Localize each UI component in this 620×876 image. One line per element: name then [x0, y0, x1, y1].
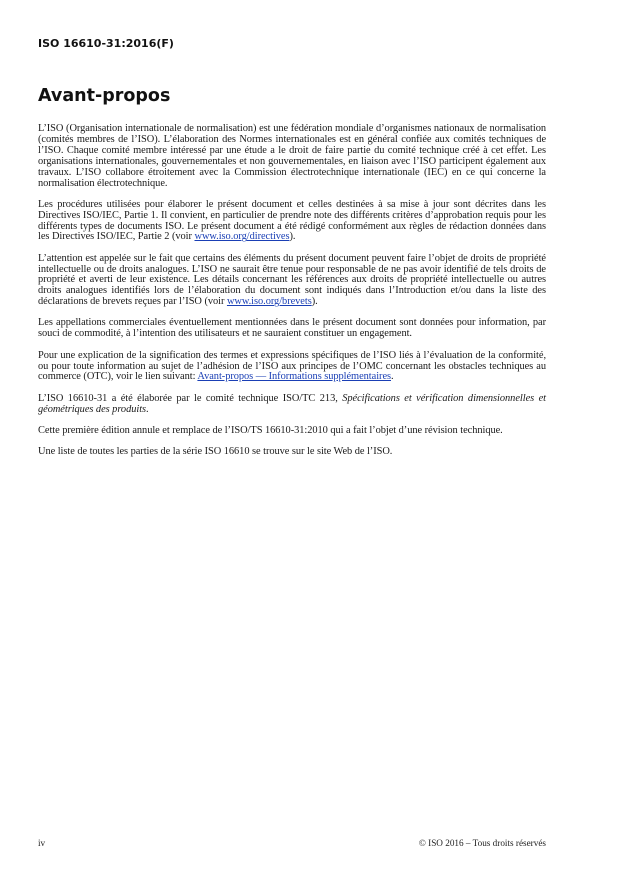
paragraph-committee [38, 394, 546, 416]
paragraph-patents-text: L’attention est appelée sur le fait que certains des éléments du présent document peuvent faire l’objet de droits de propriété intellectuelle ou de droits analogues. L’ISO ne saurait être tenue pour responsable de ne pas avoir identifié de tels droits de propriété et averti de leur existence. Les détails concernant les références aux droits de propriété intellectuelle ou autres droits analogues identifiés lors de l’élaboration du document sont indiqués dans l’Introduction et/ou dans la liste des déclarations de brevets reçues par l’ISO (voir [38, 252, 546, 308]
paragraph-conformity-end: . [391, 371, 394, 383]
paragraph-conformity [38, 351, 546, 384]
paragraph-trade-names: Les appellations commerciales éventuellement mentionnées dans le présent document sont données pour information, par souci de commodité, à l’intention des utilisateurs et ne sauraient constituer un engagement. [38, 317, 546, 340]
page-number: iv [38, 838, 46, 848]
copyright-notice: © ISO 2016 – Tous droits réservés [418, 838, 546, 848]
page-title: Avant-propos [38, 86, 171, 106]
paragraph-procedures-text: Les procédures utilisées pour élaborer le présent document et celles destinées à sa mise à jour sont décrites dans les Directives ISO/IEC, Partie 1. Il convient, en particulier de prendre note des différents critères d’approbation requis pour les différents types de documents ISO. Le présent document a été rédigé conformément aux règles de rédaction données dans les Directives ISO/IEC, Partie 2 (voir [38, 198, 546, 243]
paragraph-patents-end: ). [311, 296, 318, 308]
paragraph-edition: Cette première édition annule et remplace de l’ISO/TS 16610-31:2010 qui a fait l’objet d’une révision technique. [38, 424, 503, 436]
document-id-header: ISO 16610-31:2016(F) [38, 37, 174, 50]
patents-link[interactable]: www.iso.org/brevets [226, 296, 312, 308]
paragraph-iso-intro: L’ISO (Organisation internationale de normalisation) est une fédération mondiale d’organismes nationaux de normalisation (comités membres de l’ISO). L’élaboration des Normes internationales est en général confiée aux comités techniques de l’ISO. Chaque comité membre intéressé par une étude a le droit de faire partie du comité technique créé à cet effet. Les organisations internationales, gouvernementales et non gouvernementales, en liaison avec l’ISO participent également aux travaux. L’ISO collabore étroitement avec la Commission électrotechnique internationale (IEC) en ce qui concerne la normalisation électrotechnique. [38, 123, 546, 189]
paragraph-series-list: Une liste de toutes les parties de la série ISO 16610 se trouve sur le site Web de l’ISO. [38, 445, 393, 457]
paragraph-procedures-end: ). [289, 231, 296, 243]
paragraph-committee-text: L’ISO 16610-31 a été élaborée par le comité technique ISO/TC 213, [38, 392, 343, 404]
paragraph-committee-end: . [146, 403, 149, 415]
foreword-body [38, 124, 546, 468]
directives-link[interactable]: www.iso.org/directives [194, 231, 290, 243]
committee-title: Spécifications et vérification dimensionnelles et géométriques des produits [38, 392, 546, 415]
paragraph-patents [38, 254, 546, 309]
paragraph-procedures [38, 200, 546, 244]
supplementary-info-link[interactable]: Avant-propos — Informations supplémentaires [197, 371, 391, 383]
paragraph-conformity-text: Pour une explication de la signification des termes et expressions spécifiques de l’ISO liés à l’évaluation de la conformité, ou pour toute information au sujet de l’adhésion de l’ISO aux principes de l’OMC concernant les obstacles techniques au commerce (OTC), voir le lien suivant: [38, 349, 546, 383]
